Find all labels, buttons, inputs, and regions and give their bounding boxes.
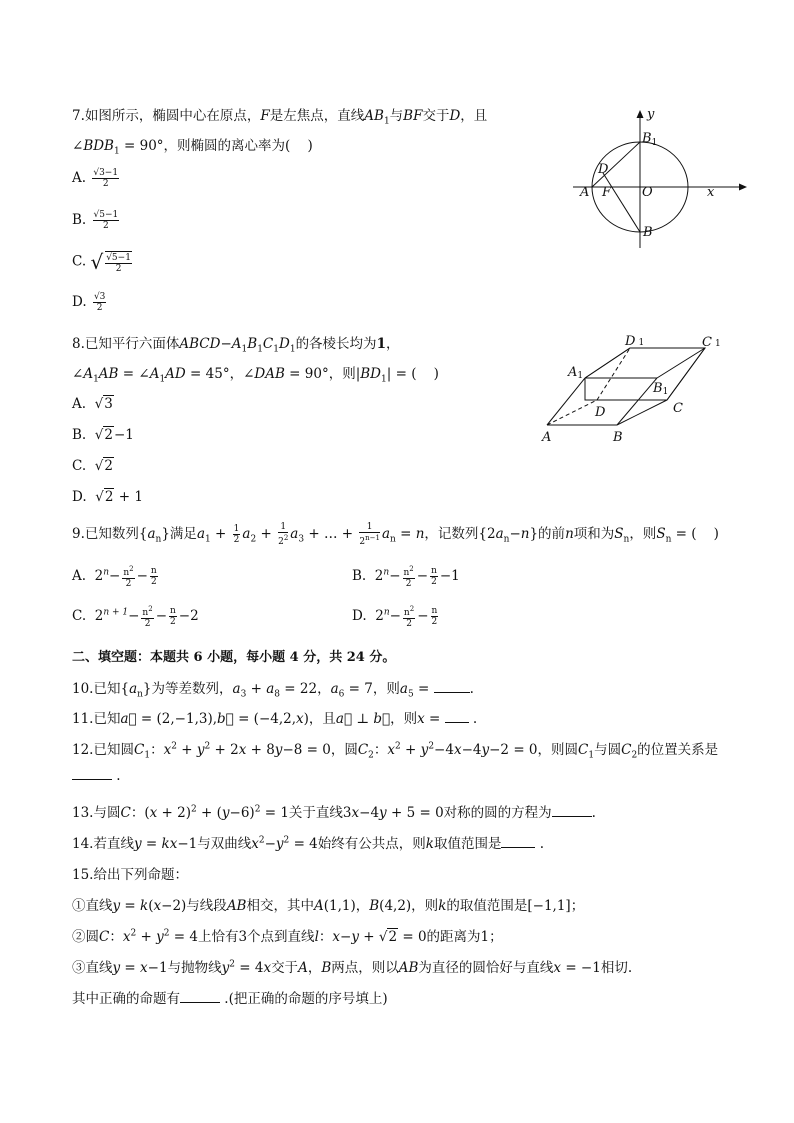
q7-option-c: C. √ $\frac{√5-1}{2}$ [72, 250, 131, 274]
q15-item-3: ③直线y = x−1与抛物线$y^2 = 4x$交于A，B两点，则以AB为直径的圆恰好与直线x = −1相切. [72, 959, 633, 976]
q7-option-a-fraction: $\frac{√3-1}{2}$ [93, 168, 119, 189]
q10-answer-blank[interactable] [434, 681, 470, 693]
q7-stem-line1: 7.如图所示，椭圆中心在原点，F是左焦点，直线$AB_1$与BF交于D，且 [72, 108, 488, 127]
q7-option-d [72, 292, 108, 313]
section-2-header: 二、填空题：本题共 6 小题，每小题 4 分，共 24 分。 [72, 650, 396, 665]
q8-label-c: C [673, 401, 683, 416]
q7-option-c-fraction: $\frac{√5-1}{2}$ [106, 252, 131, 274]
q7-ellipse-figure [565, 100, 755, 250]
q7-label-b1: $B_1$ [642, 131, 658, 148]
q7-label-d: D [598, 162, 609, 177]
q8-label-d: D [595, 405, 606, 420]
q15-answer-blank[interactable] [180, 991, 220, 1003]
q8-option-d: D. √2 + 1 [72, 489, 143, 505]
q7-x-arrow-icon [739, 184, 747, 191]
q8-edge-bb1 [617, 378, 657, 425]
q7-label-o: O [642, 185, 653, 200]
q7-line-bf [603, 173, 640, 232]
q8-label-b: B [613, 430, 623, 445]
q7-y-arrow-icon [637, 110, 644, 118]
q7-label-f: F [602, 185, 612, 200]
q8-option-c: C. √2 [72, 458, 113, 474]
q8-edge-cc1 [667, 348, 705, 400]
q7-option-b-fraction: $\frac{√5-1}{2}$ [93, 210, 119, 231]
q7-option-d-fraction: $\frac{√3}{2}$ [93, 292, 106, 313]
q9-option-a: A. $2^n-$ $\frac{n^2}{2}$ − $\frac{n}{2}$ [72, 565, 157, 589]
q9-stem: 9.已知数列$\{a_n\}$满足$a_1$ + $\frac{1}{2}$ $a_2$ + $\frac{1}{2^2}$ $a_3$ + … + $\frac{1}{2^{n-1}}$ $a_n = n$，记数列$\{2a_n-n\}$的前n项和为$S_n$，则$S_n$ = ( ) [72, 522, 719, 547]
q8-label-a: A [542, 430, 552, 445]
q15-stem: 15.给出下列命题： [72, 867, 188, 883]
q7-label-b: B [643, 225, 653, 240]
q12-answer-blank[interactable] [72, 768, 112, 780]
q9-option-c: C. $2^{n + 1}-$ $\frac{n^2}{2}$ − $\frac{n}{2}$ −2 [72, 605, 199, 629]
q9-option-d: D. $2^n-$ $\frac{n^2}{2}$ − $\frac{n}{2}$ [352, 605, 438, 629]
q12-line2: . [72, 768, 121, 784]
q8-edge-aa1 [547, 378, 585, 425]
q8-label-d1: D 1 [625, 334, 645, 349]
q10: 10.已知$\{a_n\}$为等差数列，$a_3 + a_8 = 22$，$a_6 = 7$，则$a_5$ = . [72, 681, 474, 700]
q7-label-x: x [707, 185, 715, 200]
q7-option-b [72, 210, 121, 231]
q9-option-b: B. $2^n-$ $\frac{n^2}{2}$ − $\frac{n}{2}$ −1 [352, 565, 460, 589]
q12-line1: 12.已知圆$C_1$：$x^2 + y^2 + 2x + 8y-8 = 0$，圆$C_2$：$x^2 + y^2-4x-4y-2 = 0$，则圆$C_1$与圆$C_2$的位置关系是 [72, 741, 719, 761]
q8-stem-line2: $\angle A_1AB$ = $\angle A_1AD = 45^\circ$，∠DAB = 90°，则$|BD_1|$ = ( ) [72, 366, 439, 385]
q14-answer-blank[interactable] [501, 836, 535, 848]
q7-label-a: A [580, 185, 590, 200]
q8-edge-a1d1 [585, 348, 630, 378]
q13: 13.与圆C：$(x + 2)^2 + (y-6)^2 = 1$关于直线3x−4y + 5 = 0对称的圆的方程为 . [72, 804, 596, 821]
q15-item-2: ②圆C：$x^2 + y^2 = 4$上恰有3个点到直线l：x−y + √2 = 0的距离为1； [72, 928, 503, 945]
q7-option-c-label: C. [72, 253, 87, 270]
q8-option-a: A. √3 [72, 396, 113, 412]
q8-option-b: B. √2−1 [72, 427, 134, 443]
q8-label-c1: C 1 [702, 335, 721, 350]
q8-parallelepiped-figure [535, 330, 735, 450]
q8-edge-dd1 [597, 348, 630, 400]
q7-option-d-label: D. [72, 294, 87, 310]
q13-answer-blank[interactable] [552, 805, 592, 817]
q8-label-b1: B1 [653, 381, 669, 397]
q8-label-a1: A1 [568, 365, 584, 381]
q8-edge-b1c1 [657, 348, 705, 378]
q15-closing: 其中正确的命题有 .(把正确的命题的序号填上) [72, 991, 388, 1007]
q7-label-y: y [647, 107, 655, 122]
q11: 11.已知a⃗ = (2,−1,3),b⃗ = (−4,2,x)，且a⃗ ⊥ b⃗，则x = . [72, 711, 478, 727]
q11-answer-blank[interactable] [445, 711, 469, 723]
q8-edge-bc [617, 400, 667, 425]
q8-edge-ad [547, 400, 597, 425]
q14: 14.若直线y = kx−1与双曲线$x^2-y^2 = 4$始终有公共点，则k取值范围是 . [72, 835, 545, 852]
q7-option-a-label: A. [72, 170, 87, 186]
q15-item-1: ①直线y = k(x−2)与线段AB相交，其中A(1,1)，B(4,2)，则k的取值范围是[−1,1]； [72, 898, 585, 914]
q8-stem-line1: 8.已知平行六面体$ABCD-A_1B_1C_1D_1$的各棱长均为1， [72, 336, 400, 355]
q7-stem-line2: $\angle BDB_1 = 90^\circ$，则椭圆的离心率为( ) [72, 138, 313, 157]
q7-option-a [72, 168, 121, 189]
q7-option-b-label: B. [72, 212, 87, 228]
